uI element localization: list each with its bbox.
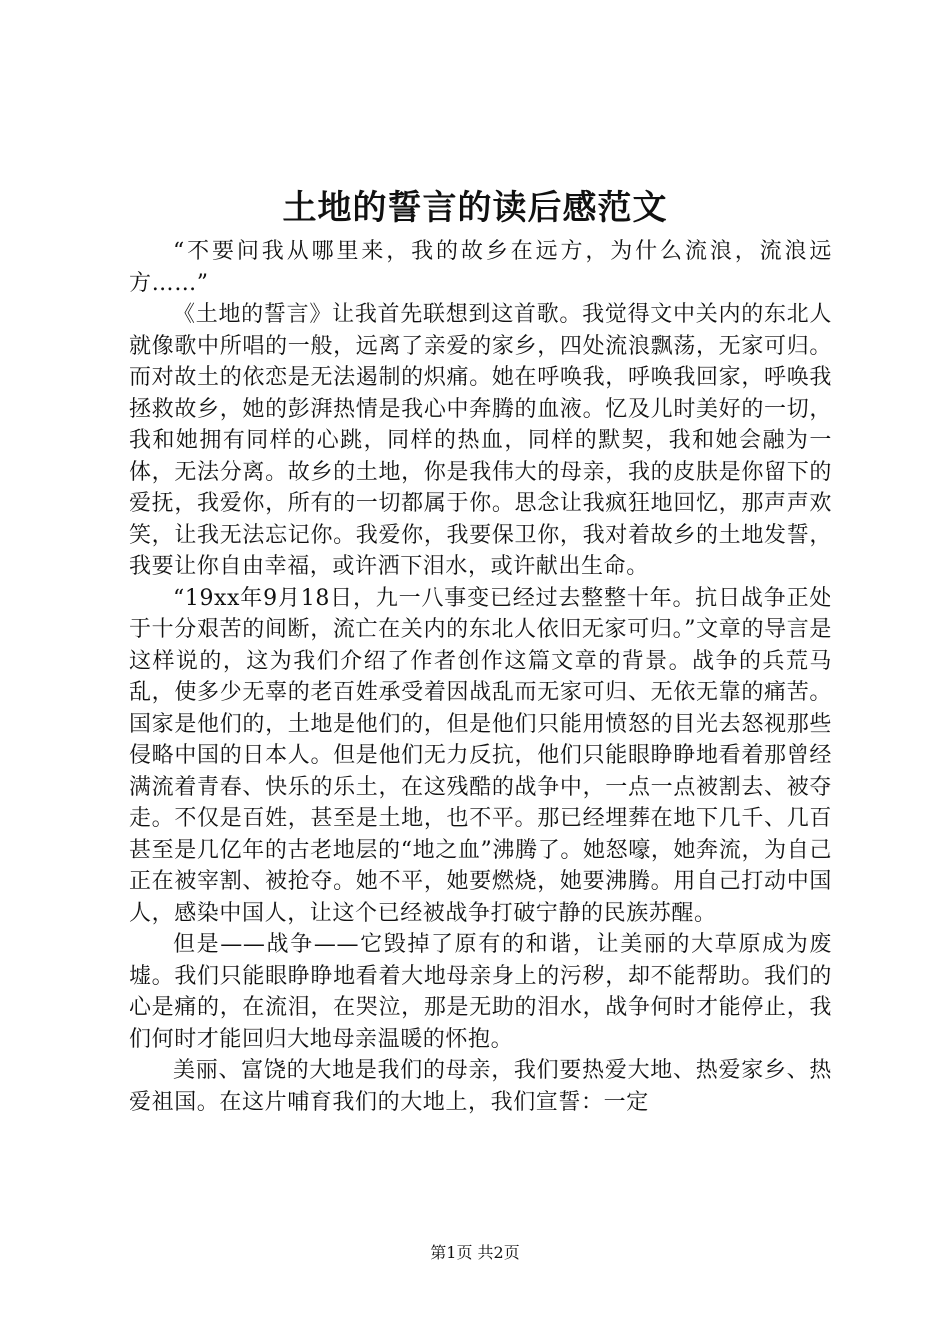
page-number-footer: 第1页 共2页 <box>430 1243 520 1262</box>
paragraph-1: “不要问我从哪里来，我的故乡在远方，为什么流浪，流浪远方……” <box>129 239 832 296</box>
document-body <box>129 236 832 1118</box>
paragraph-2: 《土地的誓言》让我首先联想到这首歌。我觉得文中关内的东北人就像歌中所唱的一般，远离了亲爱的家乡，四处流浪飘荡，无家可归。而对故土的依恋是无法遏制的炽痛。她在呼唤我，呼唤我回家，呼唤我拯救故乡，她的彭湃热情是我心中奔腾的血液。忆及儿时美好的一切，我和她拥有同样的心跳，同样的热血，同样的默契，我和她会融为一体，无法分离。故乡的土地，你是我伟大的母亲，我的皮肤是你留下的爱抚，我爱你，所有的一切都属于你。思念让我疯狂地回忆，那声声欢笑，让我无法忘记你。我爱你，我要保卫你，我对着故乡的土地发誓，我要让你自由幸福，或许洒下泪水，或许献出生命。 <box>129 302 832 579</box>
document-title: 土地的誓言的读后感范文 <box>282 188 668 228</box>
paragraph-4: 但是——战争——它毁掉了原有的和谐，让美丽的大草原成为废墟。我们只能眼睁睁地看着大地母亲身上的污秽，却不能帮助。我们的心是痛的，在流泪，在哭泣，那是无助的泪水，战争何时才能停止，我们何时才能回归大地母亲温暖的怀抱。 <box>129 932 832 1052</box>
paragraph-5: 美丽、富饶的大地是我们的母亲，我们要热爱大地、热爱家乡、热爱祖国。在这片哺育我们的大地上，我们宣誓：一定 <box>129 1058 832 1115</box>
paragraph-3: “19xx年9月18日，九一八事变已经过去整整十年。抗日战争正处于十分艰苦的间断，流亡在关内的东北人依旧无家可归。”文章的导言是这样说的，这为我们介绍了作者创作这篇文章的背景。战争的兵荒马乱，使多少无辜的老百姓承受着因战乱而无家可归、无依无靠的痛苦。国家是他们的，土地是他们的，但是他们只能用愤怒的目光去怒视那些侵略中国的日本人。但是他们无力反抗，他们只能眼睁睁地看着那曾经满流着青春、快乐的乐土，在这残酷的战争中，一点一点被割去、被夺走。不仅是百姓，甚至是土地，也不平。那已经埋葬在地下几千、几百甚至是几亿年的古老地层的“地之血”沸腾了。她怒嚎，她奔流，为自己正在被宰割、被抢夺。她不平，她要燃烧，她要沸腾。用自己打动中国人，感染中国人，让这个已经被战争打破宁静的民族苏醒。 <box>129 585 832 926</box>
